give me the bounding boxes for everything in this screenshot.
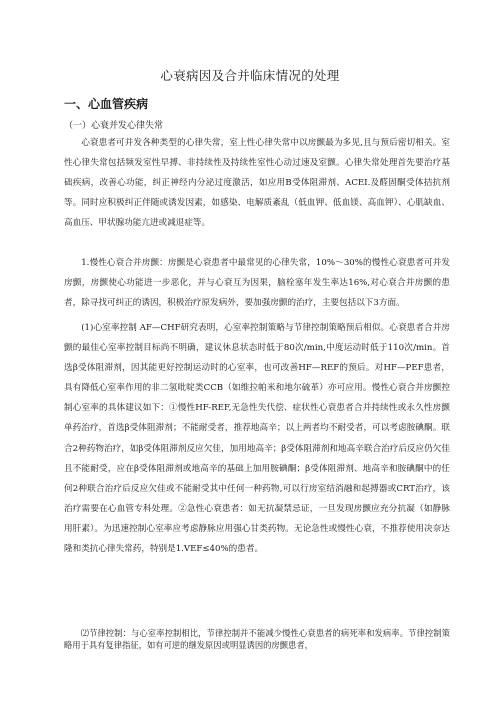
subsection-heading: （一）心衰并发心律失常 [64,121,164,131]
paragraph-atrial-fibrillation: 1.慢性心衰合并房颤：房颤是心衰患者中最常见的心律失常，10%〜30%的慢性心衰患者可并发房颤，房颤使心功能进一步恶化，并与心衰互为因果，脑栓塞年发生率达16%,对心衰合并房颤的患者，除寻找可纠正的诱因，积极治疗原发病外，要加强房颤的治疗，主要包括以下3方面。 [64,258,450,309]
section-heading: 一、心血管疾病 [64,97,149,111]
document-title: 心衰病因及合并临床情况的处理 [160,68,340,83]
paragraph-rhythm-control: ⑵节律控制：与心室率控制相比，节律控制并不能减少慢性心衰患者的病死率和发病率。节律控制策略用于具有复律指征，如有可逆的继发原因或明显诱因的房颤患者， [64,628,450,650]
paragraph-rate-control: (1)心室率控制 AF—CHF研究表明，心室率控制策略与节律控制策略预后相似。心衰患者合并房颤的最佳心室率控制目标尚不明确，建议休息状态时低于80次/min,中度运动时低于110次/min。首选β受体阻滞剂，因其能更好控制运动时的心室率，也可改善HF—REF的预后。对HF—PEF患者，具有降低心室率作用的非二氢吡啶类CCB（如维拉帕米和地尔硫革）亦可应用。慢性心衰合并房颤控制心室率的具体建议如下：①慢性HF-REF,无急性失代偿、症状性心衰患者合并持续性或永久性房颤 单药治疗，首选β受体阻滞剂；不能耐受者，推荐地高辛；以上两者均不耐受者，可以考虑胺碘酮。联合2种药物治疗，如β受体阻滞剂反应欠佳，加用地高辛；β受体阻滞剂和地高辛联合治疗后反应仍欠佳且不能耐受，应在β受体阻滞剂或地高辛的基础上加用胺碘酮；β受体阻滞剂、地高辛和胺碘酮中的任何2种联合治疗后反应欠佳或不能耐受其中任何一种药物,可以行房室结消融和起搏器或CRT治疗，该治疗需要在心血管专科处理。②急性心衰患者：如无抗凝禁忌证，一旦发现房颤应充分抗凝（如静脉用肝素）。为迅速控制心室率应考虑静脉应用强心甘类药物。无论急性或慢性心衰，不推荐使用决奈达隆和类抗心律失常药，特别是1.VEF≤40%的患者。 [64,323,450,555]
paragraph-arrhythmia-overview: 心衰患者可并发各种类型的心律失常，室上性心律失常中以房颤最为多见,且与预后密切相关。室性心律失常包括频发室性早搏、非持续性及持续性室性心动过速及室颤。心律失常处理首先要治疗基础疾病，改善心功能，纠正神经内分泌过度激活，如应用B受体阻滞剂、ACEI.及醛固酮受体拮抗剂等。同时应积极纠正伴随或诱发因素，如感染、电解质紊乱（低血钾、低血镁、高血钾）、心肌缺血、高血压、甲状腺功能亢进或减退症等。 [64,138,450,229]
